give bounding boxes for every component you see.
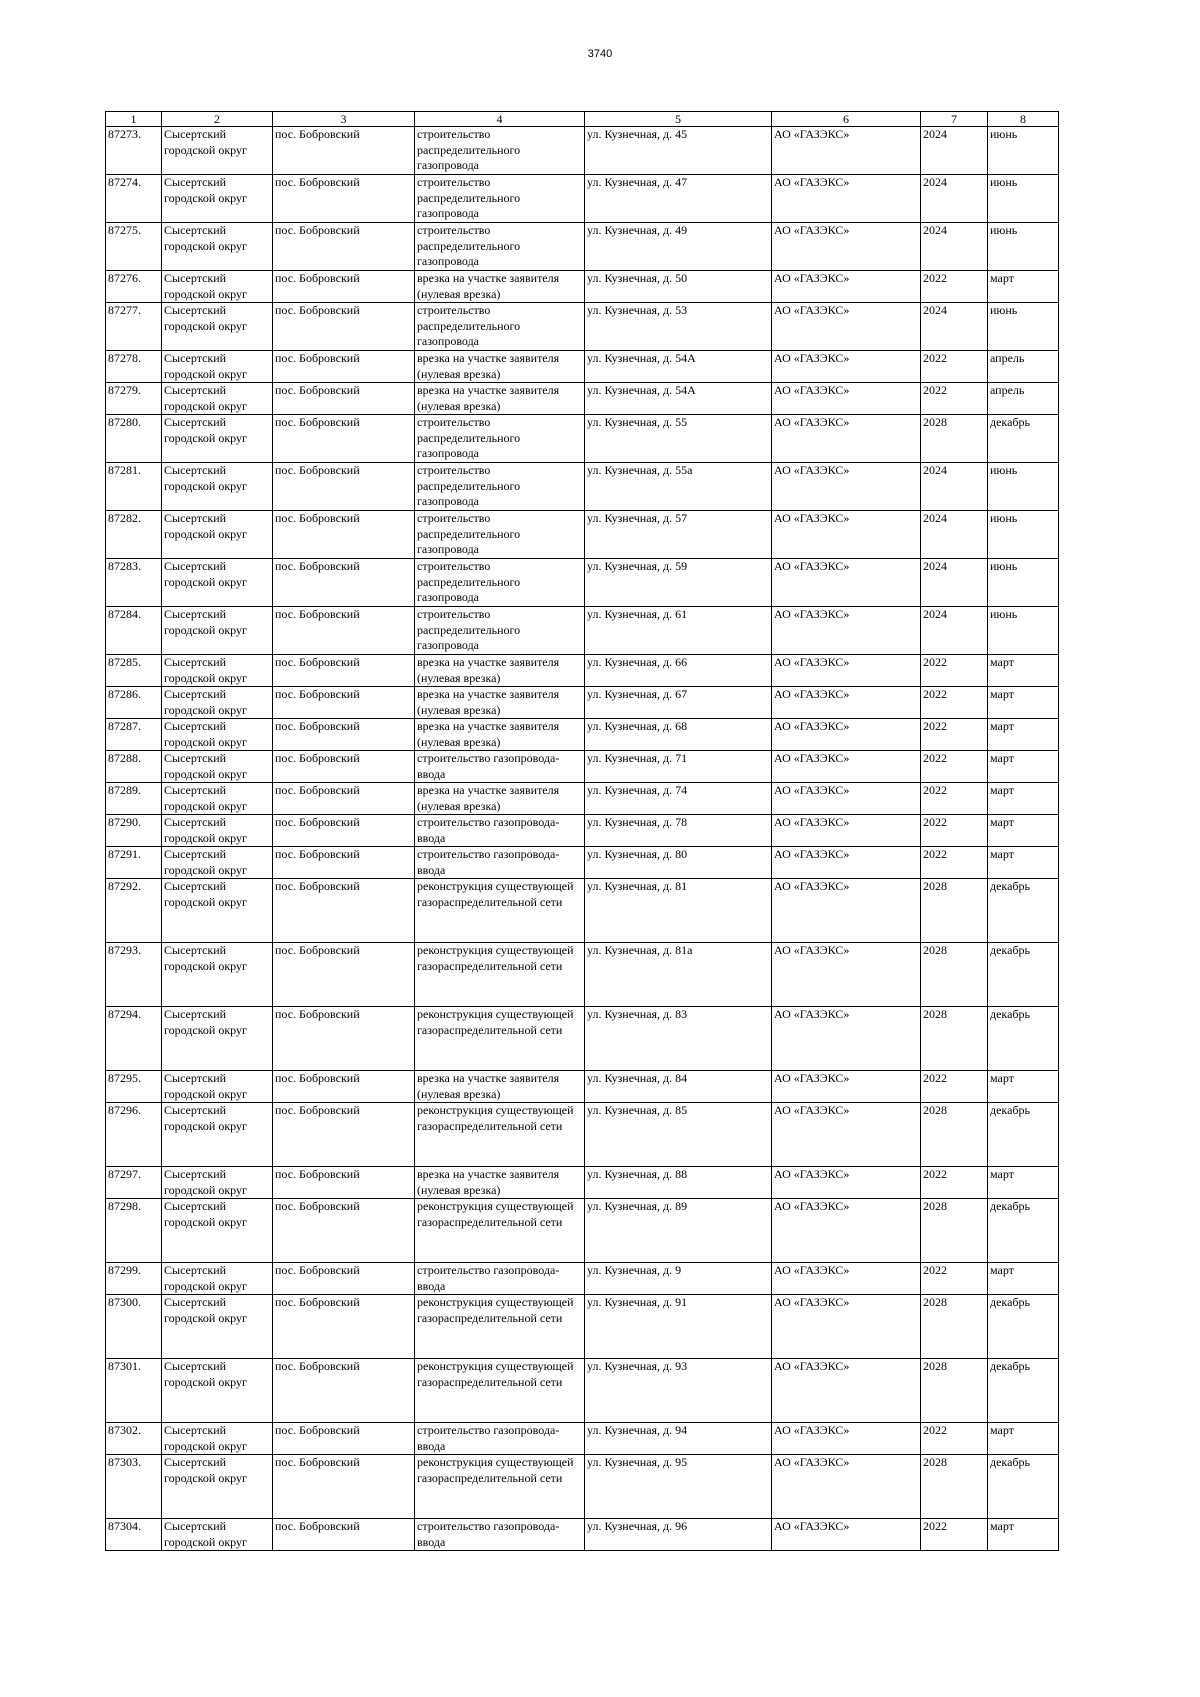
year-cell: 2028 <box>921 879 988 943</box>
year-cell: 2028 <box>921 1199 988 1263</box>
year-cell: 2022 <box>921 719 988 751</box>
month-cell: декабрь <box>988 879 1059 943</box>
district-cell: Сысертский городской округ <box>162 351 273 383</box>
locality-cell: пос. Бобровский <box>273 751 415 783</box>
organization-cell: АО «ГАЗЭКС» <box>772 415 921 463</box>
table-row <box>106 1199 1059 1263</box>
district-cell: Сысертский городской округ <box>162 415 273 463</box>
row-number: 87287. <box>106 719 162 751</box>
organization-cell: АО «ГАЗЭКС» <box>772 175 921 223</box>
work-type-cell: врезка на участке заявителя (нулевая врезка) <box>415 687 585 719</box>
table-row <box>106 879 1059 943</box>
work-type-cell: строительство распределительного газопровода <box>415 511 585 559</box>
year-cell: 2022 <box>921 751 988 783</box>
work-type-cell: реконструкция существующей газораспределительной сети <box>415 879 585 943</box>
table-row <box>106 943 1059 1007</box>
organization-cell: АО «ГАЗЭКС» <box>772 943 921 1007</box>
address-cell: ул. Кузнечная, д. 54А <box>585 351 772 383</box>
locality-cell: пос. Бобровский <box>273 1007 415 1071</box>
table-row <box>106 415 1059 463</box>
table-row <box>106 687 1059 719</box>
table-row <box>106 271 1059 303</box>
locality-cell: пос. Бобровский <box>273 271 415 303</box>
address-cell: ул. Кузнечная, д. 85 <box>585 1103 772 1167</box>
row-number: 87281. <box>106 463 162 511</box>
district-cell: Сысертский городской округ <box>162 607 273 655</box>
locality-cell: пос. Бобровский <box>273 943 415 1007</box>
row-number: 87289. <box>106 783 162 815</box>
row-number: 87282. <box>106 511 162 559</box>
district-cell: Сысертский городской округ <box>162 1519 273 1551</box>
table-row <box>106 383 1059 415</box>
column-header: 1 <box>106 112 162 127</box>
locality-cell: пос. Бобровский <box>273 1167 415 1199</box>
year-cell: 2022 <box>921 1519 988 1551</box>
table-row <box>106 351 1059 383</box>
district-cell: Сысертский городской округ <box>162 175 273 223</box>
work-type-cell: врезка на участке заявителя (нулевая врезка) <box>415 1071 585 1103</box>
table-row <box>106 1423 1059 1455</box>
row-number: 87295. <box>106 1071 162 1103</box>
month-cell: март <box>988 1071 1059 1103</box>
district-cell: Сысертский городской округ <box>162 1071 273 1103</box>
work-type-cell: строительство распределительного газопровода <box>415 127 585 175</box>
row-number: 87301. <box>106 1359 162 1423</box>
work-type-cell: строительство распределительного газопровода <box>415 223 585 271</box>
district-cell: Сысертский городской округ <box>162 943 273 1007</box>
organization-cell: АО «ГАЗЭКС» <box>772 1007 921 1071</box>
month-cell: март <box>988 751 1059 783</box>
table-row <box>106 1359 1059 1423</box>
year-cell: 2028 <box>921 1359 988 1423</box>
year-cell: 2024 <box>921 303 988 351</box>
month-cell: март <box>988 783 1059 815</box>
address-cell: ул. Кузнечная, д. 55 <box>585 415 772 463</box>
district-cell: Сысертский городской округ <box>162 223 273 271</box>
address-cell: ул. Кузнечная, д. 88 <box>585 1167 772 1199</box>
month-cell: апрель <box>988 383 1059 415</box>
month-cell: июнь <box>988 463 1059 511</box>
row-number: 87278. <box>106 351 162 383</box>
locality-cell: пос. Бобровский <box>273 607 415 655</box>
column-header: 7 <box>921 112 988 127</box>
work-type-cell: строительство газопровода-ввода <box>415 815 585 847</box>
organization-cell: АО «ГАЗЭКС» <box>772 687 921 719</box>
work-type-cell: строительство распределительного газопровода <box>415 415 585 463</box>
address-cell: ул. Кузнечная, д. 45 <box>585 127 772 175</box>
column-number-row <box>106 112 1059 127</box>
address-cell: ул. Кузнечная, д. 81а <box>585 943 772 1007</box>
address-cell: ул. Кузнечная, д. 50 <box>585 271 772 303</box>
locality-cell: пос. Бобровский <box>273 559 415 607</box>
work-type-cell: реконструкция существующей газораспределительной сети <box>415 1359 585 1423</box>
table-row <box>106 1295 1059 1359</box>
organization-cell: АО «ГАЗЭКС» <box>772 1103 921 1167</box>
district-cell: Сысертский городской округ <box>162 463 273 511</box>
year-cell: 2022 <box>921 783 988 815</box>
district-cell: Сысертский городской округ <box>162 879 273 943</box>
locality-cell: пос. Бобровский <box>273 815 415 847</box>
table-row <box>106 1167 1059 1199</box>
month-cell: март <box>988 687 1059 719</box>
year-cell: 2022 <box>921 687 988 719</box>
year-cell: 2024 <box>921 223 988 271</box>
locality-cell: пос. Бобровский <box>273 879 415 943</box>
district-cell: Сысертский городской округ <box>162 719 273 751</box>
row-number: 87304. <box>106 1519 162 1551</box>
district-cell: Сысертский городской округ <box>162 1103 273 1167</box>
locality-cell: пос. Бобровский <box>273 223 415 271</box>
address-cell: ул. Кузнечная, д. 74 <box>585 783 772 815</box>
address-cell: ул. Кузнечная, д. 49 <box>585 223 772 271</box>
month-cell: декабрь <box>988 1199 1059 1263</box>
work-type-cell: реконструкция существующей газораспределительной сети <box>415 1199 585 1263</box>
address-cell: ул. Кузнечная, д. 47 <box>585 175 772 223</box>
locality-cell: пос. Бобровский <box>273 1199 415 1263</box>
year-cell: 2028 <box>921 1103 988 1167</box>
row-number: 87276. <box>106 271 162 303</box>
table-row <box>106 1103 1059 1167</box>
page-number: 3740 <box>587 48 613 60</box>
district-cell: Сысертский городской округ <box>162 751 273 783</box>
column-header: 8 <box>988 112 1059 127</box>
month-cell: июнь <box>988 607 1059 655</box>
year-cell: 2024 <box>921 127 988 175</box>
locality-cell: пос. Бобровский <box>273 511 415 559</box>
year-cell: 2028 <box>921 415 988 463</box>
locality-cell: пос. Бобровский <box>273 655 415 687</box>
year-cell: 2028 <box>921 943 988 1007</box>
year-cell: 2028 <box>921 1455 988 1519</box>
locality-cell: пос. Бобровский <box>273 351 415 383</box>
organization-cell: АО «ГАЗЭКС» <box>772 655 921 687</box>
district-cell: Сысертский городской округ <box>162 303 273 351</box>
locality-cell: пос. Бобровский <box>273 175 415 223</box>
address-cell: ул. Кузнечная, д. 54А <box>585 383 772 415</box>
organization-cell: АО «ГАЗЭКС» <box>772 1071 921 1103</box>
gas-connection-table <box>105 111 1059 1551</box>
month-cell: декабрь <box>988 1103 1059 1167</box>
year-cell: 2022 <box>921 815 988 847</box>
table-row <box>106 607 1059 655</box>
work-type-cell: строительство газопровода-ввода <box>415 1423 585 1455</box>
month-cell: июнь <box>988 511 1059 559</box>
table-row <box>106 719 1059 751</box>
work-type-cell: строительство газопровода-ввода <box>415 751 585 783</box>
address-cell: ул. Кузнечная, д. 89 <box>585 1199 772 1263</box>
table-row <box>106 1455 1059 1519</box>
address-cell: ул. Кузнечная, д. 81 <box>585 879 772 943</box>
month-cell: март <box>988 1167 1059 1199</box>
month-cell: март <box>988 1263 1059 1295</box>
locality-cell: пос. Бобровский <box>273 783 415 815</box>
work-type-cell: строительство распределительного газопровода <box>415 175 585 223</box>
row-number: 87293. <box>106 943 162 1007</box>
locality-cell: пос. Бобровский <box>273 719 415 751</box>
table-row <box>106 511 1059 559</box>
district-cell: Сысертский городской округ <box>162 1295 273 1359</box>
month-cell: март <box>988 1423 1059 1455</box>
work-type-cell: врезка на участке заявителя (нулевая врезка) <box>415 783 585 815</box>
month-cell: март <box>988 1519 1059 1551</box>
year-cell: 2024 <box>921 463 988 511</box>
organization-cell: АО «ГАЗЭКС» <box>772 351 921 383</box>
month-cell: июнь <box>988 127 1059 175</box>
year-cell: 2022 <box>921 1071 988 1103</box>
year-cell: 2024 <box>921 511 988 559</box>
district-cell: Сысертский городской округ <box>162 1263 273 1295</box>
locality-cell: пос. Бобровский <box>273 1071 415 1103</box>
table-row <box>106 751 1059 783</box>
row-number: 87290. <box>106 815 162 847</box>
organization-cell: АО «ГАЗЭКС» <box>772 511 921 559</box>
month-cell: апрель <box>988 351 1059 383</box>
address-cell: ул. Кузнечная, д. 96 <box>585 1519 772 1551</box>
locality-cell: пос. Бобровский <box>273 687 415 719</box>
year-cell: 2028 <box>921 1295 988 1359</box>
row-number: 87291. <box>106 847 162 879</box>
organization-cell: АО «ГАЗЭКС» <box>772 463 921 511</box>
work-type-cell: реконструкция существующей газораспределительной сети <box>415 1295 585 1359</box>
table-row <box>106 815 1059 847</box>
organization-cell: АО «ГАЗЭКС» <box>772 879 921 943</box>
year-cell: 2022 <box>921 1167 988 1199</box>
organization-cell: АО «ГАЗЭКС» <box>772 847 921 879</box>
locality-cell: пос. Бобровский <box>273 1519 415 1551</box>
row-number: 87285. <box>106 655 162 687</box>
column-header: 6 <box>772 112 921 127</box>
organization-cell: АО «ГАЗЭКС» <box>772 1519 921 1551</box>
row-number: 87273. <box>106 127 162 175</box>
locality-cell: пос. Бобровский <box>273 1423 415 1455</box>
row-number: 87283. <box>106 559 162 607</box>
row-number: 87296. <box>106 1103 162 1167</box>
locality-cell: пос. Бобровский <box>273 1263 415 1295</box>
organization-cell: АО «ГАЗЭКС» <box>772 607 921 655</box>
work-type-cell: строительство распределительного газопровода <box>415 559 585 607</box>
work-type-cell: строительство распределительного газопровода <box>415 463 585 511</box>
table-row <box>106 1007 1059 1071</box>
locality-cell: пос. Бобровский <box>273 847 415 879</box>
locality-cell: пос. Бобровский <box>273 383 415 415</box>
month-cell: декабрь <box>988 1007 1059 1071</box>
table-row <box>106 783 1059 815</box>
locality-cell: пос. Бобровский <box>273 127 415 175</box>
district-cell: Сысертский городской округ <box>162 559 273 607</box>
district-cell: Сысертский городской округ <box>162 783 273 815</box>
month-cell: март <box>988 719 1059 751</box>
month-cell: декабрь <box>988 943 1059 1007</box>
organization-cell: АО «ГАЗЭКС» <box>772 1263 921 1295</box>
work-type-cell: реконструкция существующей газораспределительной сети <box>415 1103 585 1167</box>
row-number: 87277. <box>106 303 162 351</box>
row-number: 87280. <box>106 415 162 463</box>
locality-cell: пос. Бобровский <box>273 303 415 351</box>
row-number: 87300. <box>106 1295 162 1359</box>
organization-cell: АО «ГАЗЭКС» <box>772 719 921 751</box>
locality-cell: пос. Бобровский <box>273 463 415 511</box>
year-cell: 2028 <box>921 1007 988 1071</box>
address-cell: ул. Кузнечная, д. 80 <box>585 847 772 879</box>
month-cell: декабрь <box>988 1295 1059 1359</box>
address-cell: ул. Кузнечная, д. 55а <box>585 463 772 511</box>
table-row <box>106 463 1059 511</box>
address-cell: ул. Кузнечная, д. 71 <box>585 751 772 783</box>
table-row <box>106 847 1059 879</box>
table-row <box>106 655 1059 687</box>
address-cell: ул. Кузнечная, д. 83 <box>585 1007 772 1071</box>
row-number: 87294. <box>106 1007 162 1071</box>
district-cell: Сысертский городской округ <box>162 655 273 687</box>
district-cell: Сысертский городской округ <box>162 271 273 303</box>
work-type-cell: врезка на участке заявителя (нулевая врезка) <box>415 1167 585 1199</box>
year-cell: 2024 <box>921 607 988 655</box>
column-header: 2 <box>162 112 273 127</box>
month-cell: июнь <box>988 303 1059 351</box>
organization-cell: АО «ГАЗЭКС» <box>772 1359 921 1423</box>
address-cell: ул. Кузнечная, д. 57 <box>585 511 772 559</box>
year-cell: 2024 <box>921 559 988 607</box>
month-cell: декабрь <box>988 1455 1059 1519</box>
month-cell: март <box>988 847 1059 879</box>
month-cell: июнь <box>988 175 1059 223</box>
organization-cell: АО «ГАЗЭКС» <box>772 1167 921 1199</box>
district-cell: Сысертский городской округ <box>162 511 273 559</box>
address-cell: ул. Кузнечная, д. 9 <box>585 1263 772 1295</box>
work-type-cell: строительство газопровода-ввода <box>415 847 585 879</box>
address-cell: ул. Кузнечная, д. 95 <box>585 1455 772 1519</box>
address-cell: ул. Кузнечная, д. 61 <box>585 607 772 655</box>
table-row <box>106 559 1059 607</box>
work-type-cell: реконструкция существующей газораспределительной сети <box>415 1007 585 1071</box>
month-cell: июнь <box>988 223 1059 271</box>
work-type-cell: врезка на участке заявителя (нулевая врезка) <box>415 719 585 751</box>
table-row <box>106 127 1059 175</box>
work-type-cell: строительство газопровода-ввода <box>415 1519 585 1551</box>
year-cell: 2022 <box>921 1423 988 1455</box>
locality-cell: пос. Бобровский <box>273 1455 415 1519</box>
organization-cell: АО «ГАЗЭКС» <box>772 1423 921 1455</box>
address-cell: ул. Кузнечная, д. 78 <box>585 815 772 847</box>
district-cell: Сысертский городской округ <box>162 1359 273 1423</box>
work-type-cell: строительство газопровода-ввода <box>415 1263 585 1295</box>
organization-cell: АО «ГАЗЭКС» <box>772 783 921 815</box>
row-number: 87299. <box>106 1263 162 1295</box>
column-header: 5 <box>585 112 772 127</box>
district-cell: Сысертский городской округ <box>162 1455 273 1519</box>
row-number: 87297. <box>106 1167 162 1199</box>
row-number: 87303. <box>106 1455 162 1519</box>
organization-cell: АО «ГАЗЭКС» <box>772 815 921 847</box>
address-cell: ул. Кузнечная, д. 59 <box>585 559 772 607</box>
month-cell: март <box>988 271 1059 303</box>
month-cell: март <box>988 655 1059 687</box>
table-row <box>106 303 1059 351</box>
organization-cell: АО «ГАЗЭКС» <box>772 1295 921 1359</box>
year-cell: 2022 <box>921 1263 988 1295</box>
work-type-cell: реконструкция существующей газораспределительной сети <box>415 943 585 1007</box>
address-cell: ул. Кузнечная, д. 93 <box>585 1359 772 1423</box>
district-cell: Сысертский городской округ <box>162 815 273 847</box>
row-number: 87275. <box>106 223 162 271</box>
locality-cell: пос. Бобровский <box>273 1295 415 1359</box>
month-cell: декабрь <box>988 1359 1059 1423</box>
organization-cell: АО «ГАЗЭКС» <box>772 559 921 607</box>
work-type-cell: врезка на участке заявителя (нулевая врезка) <box>415 351 585 383</box>
organization-cell: АО «ГАЗЭКС» <box>772 271 921 303</box>
row-number: 87274. <box>106 175 162 223</box>
year-cell: 2022 <box>921 847 988 879</box>
column-header: 3 <box>273 112 415 127</box>
column-header: 4 <box>415 112 585 127</box>
row-number: 87279. <box>106 383 162 415</box>
work-type-cell: врезка на участке заявителя (нулевая врезка) <box>415 655 585 687</box>
district-cell: Сысертский городской округ <box>162 1199 273 1263</box>
work-type-cell: реконструкция существующей газораспределительной сети <box>415 1455 585 1519</box>
row-number: 87292. <box>106 879 162 943</box>
address-cell: ул. Кузнечная, д. 94 <box>585 1423 772 1455</box>
district-cell: Сысертский городской округ <box>162 1423 273 1455</box>
district-cell: Сысертский городской округ <box>162 1007 273 1071</box>
table-row <box>106 223 1059 271</box>
organization-cell: АО «ГАЗЭКС» <box>772 751 921 783</box>
table-row <box>106 175 1059 223</box>
row-number: 87284. <box>106 607 162 655</box>
month-cell: март <box>988 815 1059 847</box>
table-row <box>106 1263 1059 1295</box>
year-cell: 2022 <box>921 383 988 415</box>
locality-cell: пос. Бобровский <box>273 1359 415 1423</box>
month-cell: декабрь <box>988 415 1059 463</box>
district-cell: Сысертский городской округ <box>162 687 273 719</box>
district-cell: Сысертский городской округ <box>162 383 273 415</box>
address-cell: ул. Кузнечная, д. 53 <box>585 303 772 351</box>
address-cell: ул. Кузнечная, д. 68 <box>585 719 772 751</box>
year-cell: 2022 <box>921 655 988 687</box>
year-cell: 2022 <box>921 351 988 383</box>
work-type-cell: строительство распределительного газопровода <box>415 607 585 655</box>
year-cell: 2022 <box>921 271 988 303</box>
address-cell: ул. Кузнечная, д. 91 <box>585 1295 772 1359</box>
organization-cell: АО «ГАЗЭКС» <box>772 303 921 351</box>
organization-cell: АО «ГАЗЭКС» <box>772 223 921 271</box>
district-cell: Сысертский городской округ <box>162 127 273 175</box>
month-cell: июнь <box>988 559 1059 607</box>
organization-cell: АО «ГАЗЭКС» <box>772 1455 921 1519</box>
address-cell: ул. Кузнечная, д. 84 <box>585 1071 772 1103</box>
organization-cell: АО «ГАЗЭКС» <box>772 127 921 175</box>
table-row <box>106 1071 1059 1103</box>
table-row <box>106 1519 1059 1551</box>
locality-cell: пос. Бобровский <box>273 415 415 463</box>
district-cell: Сысертский городской округ <box>162 847 273 879</box>
work-type-cell: строительство распределительного газопровода <box>415 303 585 351</box>
row-number: 87288. <box>106 751 162 783</box>
locality-cell: пос. Бобровский <box>273 1103 415 1167</box>
work-type-cell: врезка на участке заявителя (нулевая врезка) <box>415 383 585 415</box>
row-number: 87286. <box>106 687 162 719</box>
address-cell: ул. Кузнечная, д. 66 <box>585 655 772 687</box>
row-number: 87298. <box>106 1199 162 1263</box>
work-type-cell: врезка на участке заявителя (нулевая врезка) <box>415 271 585 303</box>
district-cell: Сысертский городской округ <box>162 1167 273 1199</box>
year-cell: 2024 <box>921 175 988 223</box>
address-cell: ул. Кузнечная, д. 67 <box>585 687 772 719</box>
organization-cell: АО «ГАЗЭКС» <box>772 383 921 415</box>
organization-cell: АО «ГАЗЭКС» <box>772 1199 921 1263</box>
row-number: 87302. <box>106 1423 162 1455</box>
